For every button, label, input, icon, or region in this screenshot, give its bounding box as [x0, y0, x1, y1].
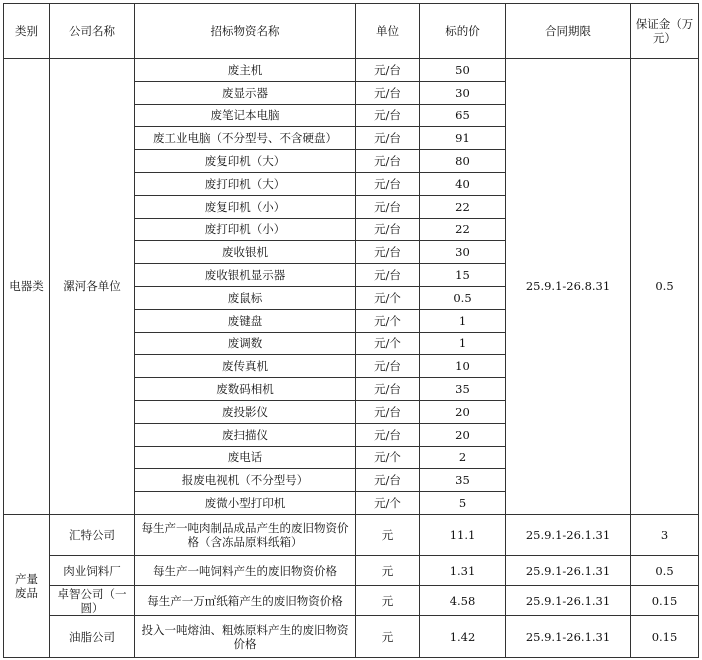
bid-table [3, 3, 699, 658]
price-cell: 15 [420, 264, 506, 287]
price-cell: 20 [420, 400, 506, 423]
unit-cell: 元/台 [356, 81, 420, 104]
company-cell: 油脂公司 [50, 616, 135, 658]
item-name-cell: 投入一吨熔油、粗炼原料产生的废旧物资价格 [135, 616, 356, 658]
item-name-cell: 废主机 [135, 59, 356, 82]
company-cell: 卓智公司（一圆） [50, 586, 135, 616]
header-period: 合同期限 [506, 4, 631, 59]
price-cell: 20 [420, 423, 506, 446]
price-cell: 0.5 [420, 286, 506, 309]
item-name-cell: 废显示器 [135, 81, 356, 104]
deposit-cell: 0.5 [631, 556, 699, 586]
item-name-cell: 废收银机显示器 [135, 264, 356, 287]
unit-cell: 元/台 [356, 59, 420, 82]
price-cell: 30 [420, 241, 506, 264]
table-row [4, 556, 699, 586]
category-cell: 电器类 [4, 59, 50, 515]
header-item: 招标物资名称 [135, 4, 356, 59]
header-company: 公司名称 [50, 4, 135, 59]
header-deposit: 保证金（万元） [631, 4, 699, 59]
price-cell: 1 [420, 309, 506, 332]
table-row [4, 586, 699, 616]
company-cell: 肉业饲料厂 [50, 556, 135, 586]
unit-cell: 元/台 [356, 195, 420, 218]
company-cell: 汇特公司 [50, 514, 135, 556]
header-unit: 单位 [356, 4, 420, 59]
price-cell: 22 [420, 218, 506, 241]
deposit-cell: 3 [631, 514, 699, 556]
item-name-cell: 每生产一吨肉制品成品产生的废旧物资价格（含冻品原料纸箱） [135, 514, 356, 556]
item-name-cell: 每生产一万㎡纸箱产生的废旧物资价格 [135, 586, 356, 616]
unit-cell: 元 [356, 586, 420, 616]
item-name-cell: 每生产一吨饲料产生的废旧物资价格 [135, 556, 356, 586]
unit-cell: 元 [356, 514, 420, 556]
price-cell: 1.42 [420, 616, 506, 658]
item-name-cell: 废扫描仪 [135, 423, 356, 446]
unit-cell: 元/台 [356, 172, 420, 195]
period-cell: 25.9.1-26.1.31 [506, 556, 631, 586]
period-cell: 25.9.1-26.1.31 [506, 616, 631, 658]
item-name-cell: 废键盘 [135, 309, 356, 332]
item-name-cell: 废鼠标 [135, 286, 356, 309]
item-name-cell: 废复印机（小） [135, 195, 356, 218]
price-cell: 10 [420, 355, 506, 378]
price-cell: 35 [420, 378, 506, 401]
unit-cell: 元/台 [356, 423, 420, 446]
price-cell: 30 [420, 81, 506, 104]
item-name-cell: 废打印机（大） [135, 172, 356, 195]
price-cell: 50 [420, 59, 506, 82]
unit-cell: 元/个 [356, 309, 420, 332]
unit-cell: 元/台 [356, 378, 420, 401]
item-name-cell: 废微小型打印机 [135, 492, 356, 515]
price-cell: 91 [420, 127, 506, 150]
deposit-cell: 0.15 [631, 616, 699, 658]
unit-cell: 元/台 [356, 400, 420, 423]
item-name-cell: 废投影仪 [135, 400, 356, 423]
period-cell: 25.9.1-26.1.31 [506, 586, 631, 616]
unit-cell: 元 [356, 616, 420, 658]
period-cell: 25.9.1-26.1.31 [506, 514, 631, 556]
unit-cell: 元 [356, 556, 420, 586]
deposit-cell: 0.15 [631, 586, 699, 616]
deposit-cell: 0.5 [631, 59, 699, 515]
item-name-cell: 废调数 [135, 332, 356, 355]
price-cell: 4.58 [420, 586, 506, 616]
price-cell: 80 [420, 150, 506, 173]
unit-cell: 元/台 [356, 241, 420, 264]
item-name-cell: 废复印机（大） [135, 150, 356, 173]
unit-cell: 元/台 [356, 355, 420, 378]
price-cell: 1.31 [420, 556, 506, 586]
unit-cell: 元/台 [356, 469, 420, 492]
item-name-cell: 废收银机 [135, 241, 356, 264]
unit-cell: 元/个 [356, 332, 420, 355]
unit-cell: 元/台 [356, 127, 420, 150]
price-cell: 5 [420, 492, 506, 515]
unit-cell: 元/台 [356, 218, 420, 241]
item-name-cell: 废电话 [135, 446, 356, 469]
company-cell: 漯河各单位 [50, 59, 135, 515]
header-row [4, 4, 699, 59]
unit-cell: 元/个 [356, 446, 420, 469]
unit-cell: 元/台 [356, 104, 420, 127]
unit-cell: 元/台 [356, 150, 420, 173]
price-cell: 2 [420, 446, 506, 469]
price-cell: 65 [420, 104, 506, 127]
unit-cell: 元/个 [356, 286, 420, 309]
item-name-cell: 废数码相机 [135, 378, 356, 401]
table-row [4, 616, 699, 658]
unit-cell: 元/台 [356, 264, 420, 287]
item-name-cell: 报废电视机（不分型号） [135, 469, 356, 492]
price-cell: 40 [420, 172, 506, 195]
header-price: 标的价 [420, 4, 506, 59]
item-name-cell: 废笔记本电脑 [135, 104, 356, 127]
unit-cell: 元/个 [356, 492, 420, 515]
header-category: 类别 [4, 4, 50, 59]
period-cell: 25.9.1-26.8.31 [506, 59, 631, 515]
item-name-cell: 废传真机 [135, 355, 356, 378]
price-cell: 1 [420, 332, 506, 355]
price-cell: 35 [420, 469, 506, 492]
table-row [4, 59, 699, 82]
item-name-cell: 废打印机（小） [135, 218, 356, 241]
item-name-cell: 废工业电脑（不分型号、不含硬盘） [135, 127, 356, 150]
table-row [4, 514, 699, 556]
price-cell: 22 [420, 195, 506, 218]
category-cell: 产量废品 [4, 514, 50, 657]
price-cell: 11.1 [420, 514, 506, 556]
